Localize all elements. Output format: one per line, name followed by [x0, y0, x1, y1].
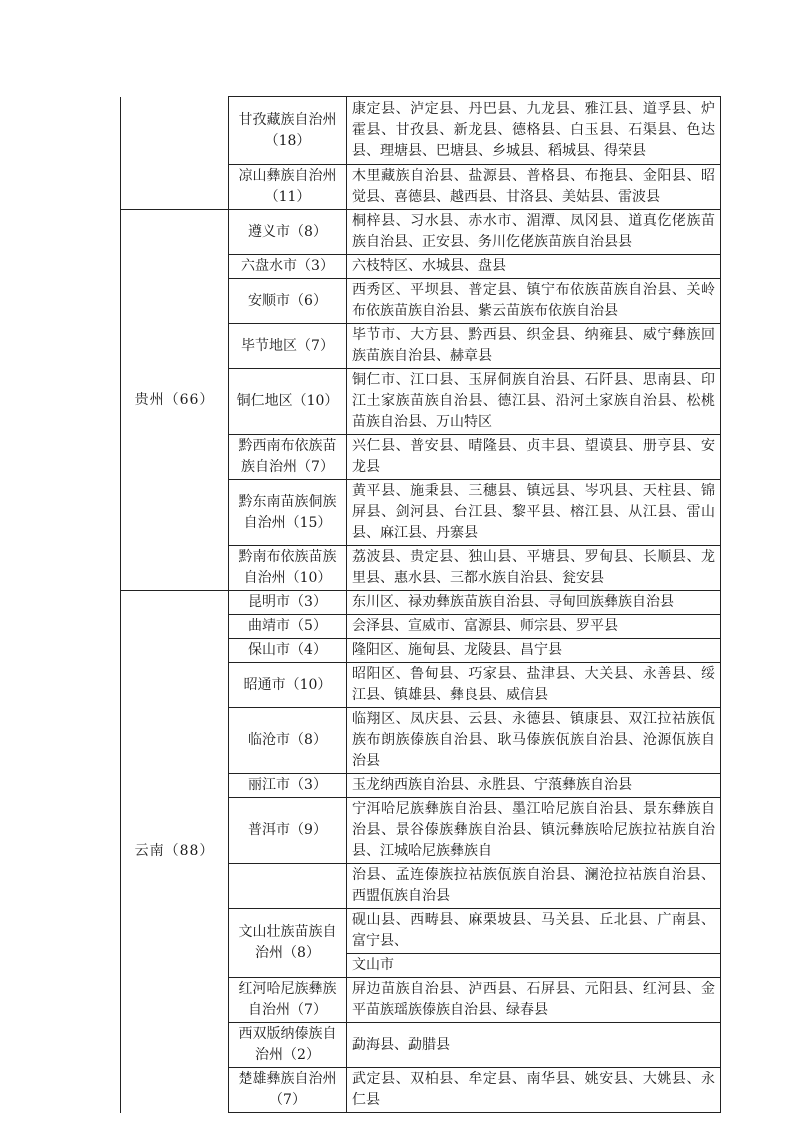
counties-cell: 西秀区、平坝县、普定县、镇宁布依族苗族自治县、关岭布依族苗族自治县、紫云苗族布依族自治县: [347, 279, 721, 324]
province-cell: 贵州（66）: [121, 210, 229, 591]
county-list-table: [120, 96, 721, 1113]
counties-cell: 临翔区、凤庆县、云县、永德县、镇康县、双江拉祜族佤族布朗族傣族自治县、耿马傣族佤族自治县、沧源佤族自治县: [347, 708, 721, 774]
counties-cell: 屏边苗族自治县、泸西县、石屏县、元阳县、红河县、金平苗族瑶族傣族自治县、绿春县: [347, 978, 721, 1023]
counties-cell: 治县、孟连傣族拉祜族佤族自治县、澜沧拉祜族自治县、西盟佤族自治县: [347, 864, 721, 909]
prefecture-cell: 黔西南布依族苗族自治州（7）: [229, 435, 347, 480]
counties-cell: 兴仁县、普安县、晴隆县、贞丰县、望谟县、册亨县、安龙县: [347, 435, 721, 480]
counties-cell: 玉龙纳西族自治县、永胜县、宁蒗彝族自治县: [347, 774, 721, 798]
counties-cell: 昭阳区、鲁甸县、巧家县、盐津县、大关县、永善县、绥江县、镇雄县、彝良县、威信县: [347, 663, 721, 708]
table-row: [121, 591, 721, 615]
counties-cell: 会泽县、宣威市、富源县、师宗县、罗平县: [347, 615, 721, 639]
prefecture-cell: 普洱市（9）: [229, 798, 347, 864]
counties-cell: 勐海县、勐腊县: [347, 1023, 721, 1068]
prefecture-cell: 黔南布依族苗族自治州（10）: [229, 546, 347, 591]
counties-cell: 武定县、双柏县、牟定县、南华县、姚安县、大姚县、永仁县: [347, 1068, 721, 1113]
counties-cell: 六枝特区、水城县、盘县: [347, 255, 721, 279]
prefecture-cell: 昆明市（3）: [229, 591, 347, 615]
prefecture-cell: 临沧市（8）: [229, 708, 347, 774]
counties-cell: 康定县、泸定县、丹巴县、九龙县、雅江县、道孚县、炉霍县、甘孜县、新龙县、德格县、白玉县、石渠县、色达县、理塘县、巴塘县、乡城县、稻城县、得荣县: [347, 97, 721, 165]
prefecture-cell: 曲靖市（5）: [229, 615, 347, 639]
counties-cell: 铜仁市、江口县、玉屏侗族自治县、石阡县、思南县、印江土家族苗族自治县、德江县、沿河土家族自治县、松桃苗族自治县、万山特区: [347, 369, 721, 435]
prefecture-cell: 昭通市（10）: [229, 663, 347, 708]
prefecture-cell: 红河哈尼族彝族自治州（7）: [229, 978, 347, 1023]
province-cell: 云南（88）: [121, 591, 229, 1113]
prefecture-cell: 安顺市（6）: [229, 279, 347, 324]
prefecture-cell: 遵义市（8）: [229, 210, 347, 255]
prefecture-cell: 黔东南苗族侗族自治州（15）: [229, 480, 347, 546]
prefecture-cell: 丽江市（3）: [229, 774, 347, 798]
prefecture-cell: 西双版纳傣族自治州（2）: [229, 1023, 347, 1068]
prefecture-cell: 毕节地区（7）: [229, 324, 347, 369]
prefecture-cell: [229, 864, 347, 909]
counties-cell: 黄平县、施秉县、三穗县、镇远县、岑巩县、天柱县、锦屏县、剑河县、台江县、黎平县、榕江县、从江县、雷山县、麻江县、丹寨县: [347, 480, 721, 546]
counties-cell: 木里藏族自治县、盐源县、普格县、布拖县、金阳县、昭觉县、喜德县、越西县、甘洛县、美姑县、雷波县: [347, 165, 721, 210]
counties-cell: 毕节市、大方县、黔西县、织金县、纳雍县、威宁彝族回族苗族自治县、赫章县: [347, 324, 721, 369]
prefecture-cell: 文山壮族苗族自治州（8）: [229, 909, 347, 978]
counties-cell: 桐梓县、习水县、赤水市、湄潭、凤冈县、道真仡佬族苗族自治县、正安县、务川仡佬族苗族自治县县: [347, 210, 721, 255]
counties-cell: 文山市: [347, 954, 721, 978]
prefecture-cell: 六盘水市（3）: [229, 255, 347, 279]
prefecture-cell: 保山市（4）: [229, 639, 347, 663]
counties-cell: 宁洱哈尼族彝族自治县、墨江哈尼族自治县、景东彝族自治县、景谷傣族彝族自治县、镇沅彝族哈尼族拉祜族自治县、江城哈尼族彝族自: [347, 798, 721, 864]
prefecture-cell: 甘孜藏族自治州（18）: [229, 97, 347, 165]
prefecture-cell: 铜仁地区（10）: [229, 369, 347, 435]
counties-cell: 砚山县、西畴县、麻栗坡县、马关县、丘北县、广南县、富宁县、: [347, 909, 721, 954]
province-cell: [121, 97, 229, 210]
table-row: [121, 97, 721, 165]
table-row: [121, 210, 721, 255]
counties-cell: 荔波县、贵定县、独山县、平塘县、罗甸县、长顺县、龙里县、惠水县、三都水族自治县、瓮安县: [347, 546, 721, 591]
counties-cell: 隆阳区、施甸县、龙陵县、昌宁县: [347, 639, 721, 663]
prefecture-cell: 凉山彝族自治州（11）: [229, 165, 347, 210]
prefecture-cell: 楚雄彝族自治州（7）: [229, 1068, 347, 1113]
counties-cell: 东川区、禄劝彝族苗族自治县、寻甸回族彝族自治县: [347, 591, 721, 615]
